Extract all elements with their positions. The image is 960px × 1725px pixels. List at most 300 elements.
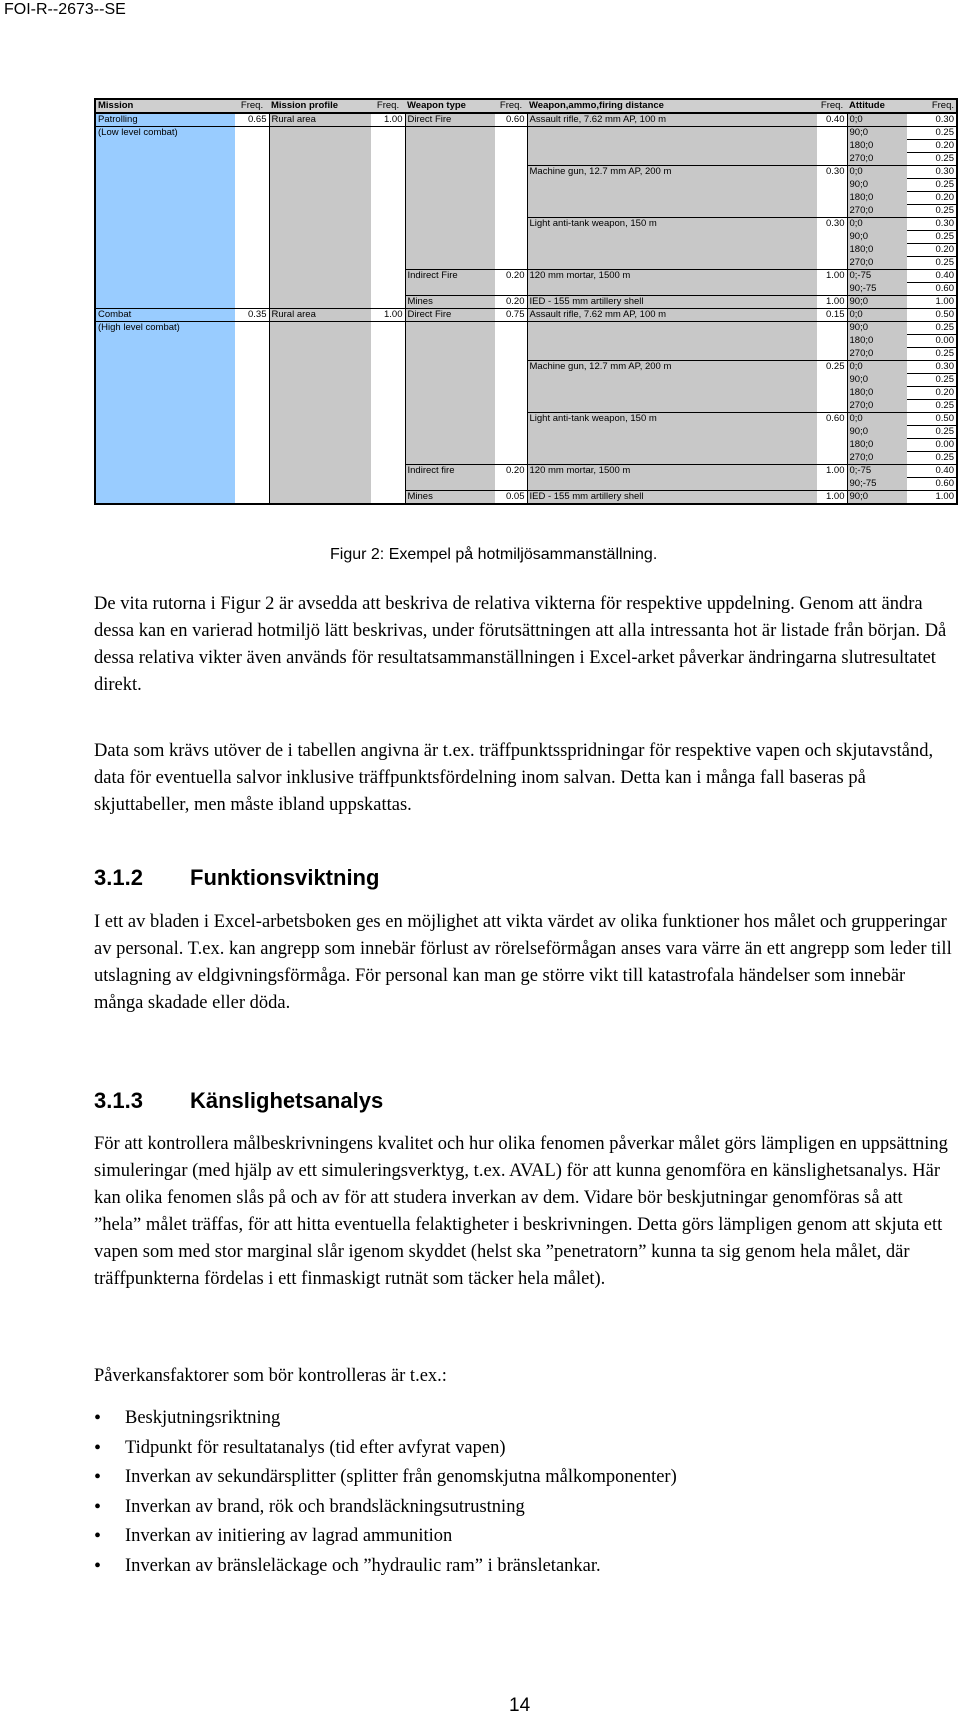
table-cell <box>405 413 495 426</box>
table-cell: 90;0 <box>847 296 907 309</box>
table-cell: 0.20 <box>495 296 527 309</box>
table-cell: Direct Fire <box>405 113 495 127</box>
list-item: • Inverkan av bränsleläckage och ”hydraulic ram” i bränsletankar. <box>94 1552 677 1582</box>
table-cell: 0.30 <box>907 113 957 127</box>
table-cell: 0.25 <box>817 361 847 374</box>
table-cell <box>371 491 405 505</box>
table-cell <box>269 361 371 374</box>
table-cell: 0;-75 <box>847 270 907 283</box>
table-cell: 0.25 <box>907 400 957 413</box>
table-cell: Assault rifle, 7.62 mm AP, 100 m <box>527 113 817 127</box>
table-cell: IED - 155 mm artillery shell <box>527 491 817 505</box>
table-cell <box>527 205 817 218</box>
table-cell <box>269 491 371 505</box>
table-cell <box>495 127 527 140</box>
section-heading <box>94 865 379 891</box>
table-cell: 1.00 <box>907 491 957 505</box>
table-cell <box>269 192 371 205</box>
table-cell <box>95 296 235 309</box>
table-cell: 0.75 <box>495 309 527 322</box>
table-cell: 180;0 <box>847 335 907 348</box>
table-cell <box>527 257 817 270</box>
table-cell <box>95 400 235 413</box>
table-cell: 0.05 <box>495 491 527 505</box>
table-cell <box>495 153 527 166</box>
list-item: • Inverkan av sekundärsplitter (splitter från genomskjutna målkomponenter) <box>94 1463 677 1493</box>
table-cell <box>495 192 527 205</box>
table-cell: 90;0 <box>847 231 907 244</box>
table-cell <box>817 348 847 361</box>
table-cell <box>371 387 405 400</box>
table-cell <box>371 478 405 491</box>
table-row <box>95 491 957 505</box>
section-title: Känslighetsanalys <box>190 1088 384 1113</box>
table-cell <box>95 348 235 361</box>
table-row <box>95 218 957 231</box>
table-cell <box>405 205 495 218</box>
table-cell <box>405 231 495 244</box>
table-cell: Machine gun, 12.7 mm AP, 200 m <box>527 166 817 179</box>
table-cell <box>95 218 235 231</box>
table-cell <box>269 413 371 426</box>
table-cell <box>235 192 269 205</box>
table-cell <box>235 140 269 153</box>
table-cell: 0.30 <box>817 218 847 231</box>
table-row <box>95 400 957 413</box>
table-cell: Indirect fire <box>405 465 495 478</box>
table-cell: 0.35 <box>235 309 269 322</box>
table-cell <box>371 413 405 426</box>
table-cell <box>371 361 405 374</box>
table-cell <box>269 387 371 400</box>
table-cell <box>495 322 527 335</box>
table-cell <box>371 348 405 361</box>
table-cell <box>235 361 269 374</box>
table-cell <box>817 439 847 452</box>
table-cell: 0.25 <box>907 452 957 465</box>
table-cell: 90;-75 <box>847 283 907 296</box>
table-cell <box>235 283 269 296</box>
table-cell <box>817 452 847 465</box>
table-cell: Assault rifle, 7.62 mm AP, 100 m <box>527 309 817 322</box>
table-cell: 0.30 <box>817 166 847 179</box>
table-cell <box>405 452 495 465</box>
table-cell: 0.30 <box>907 361 957 374</box>
table-cell <box>817 179 847 192</box>
table-cell <box>371 218 405 231</box>
table-cell <box>235 439 269 452</box>
table-cell <box>405 257 495 270</box>
table-cell <box>235 270 269 283</box>
table-row <box>95 465 957 478</box>
table-cell <box>527 322 817 335</box>
table-cell <box>817 322 847 335</box>
column-header: Freq. <box>817 99 847 113</box>
table-cell <box>95 452 235 465</box>
table-cell: 0;0 <box>847 218 907 231</box>
table-cell <box>235 452 269 465</box>
table-cell: 0;0 <box>847 309 907 322</box>
table-cell: 1.00 <box>371 113 405 127</box>
table-cell: 0.00 <box>907 439 957 452</box>
table-cell <box>235 491 269 505</box>
table-cell: 180;0 <box>847 387 907 400</box>
table-cell: 270;0 <box>847 257 907 270</box>
table-cell <box>95 205 235 218</box>
table-cell <box>95 140 235 153</box>
table-cell <box>527 387 817 400</box>
table-cell: 0.30 <box>907 218 957 231</box>
table-cell <box>527 179 817 192</box>
table-cell <box>269 140 371 153</box>
table-cell <box>817 244 847 257</box>
table-row <box>95 296 957 309</box>
table-cell <box>371 283 405 296</box>
table-cell <box>527 153 817 166</box>
column-header: Weapon,ammo,firing distance <box>527 99 817 113</box>
table-row <box>95 283 957 296</box>
table-cell <box>95 231 235 244</box>
table-cell: 0.30 <box>907 166 957 179</box>
table-cell <box>405 179 495 192</box>
list-item: • Beskjutningsriktning <box>94 1404 677 1434</box>
table-cell <box>235 322 269 335</box>
paragraph: För att kontrollera målbeskrivningens kvalitet och hur olika fenomen påverkar målet görs lämpligen en uppsättning simuleringar (med hjälp av ett simuleringsverktyg, t.ex. AVAL) för att kunna genomföra en känslighetsanalys. Här kan olika fenomen slås på och av för att studera inverkan av dem. Vidare bör beskjutningar genomföras så att ”hela” målet träffas, för att hitta eventuella felaktigheter i beskrivningen. Detta görs lämpligen genom att skjuta ett vapen som med stor marginal slår igenom skyddet (helst ska ”penetratorn” kunna ta sig genom hela målet, där träffpunkterna fördelas i ett finmaskigt rutnät som täcker hela målet). <box>94 1134 948 1289</box>
table-cell <box>817 231 847 244</box>
column-header: Mission <box>95 99 235 113</box>
table-cell <box>495 439 527 452</box>
table-cell <box>405 127 495 140</box>
table-cell <box>269 244 371 257</box>
column-header: Freq. <box>907 99 957 113</box>
table-cell <box>235 413 269 426</box>
table-cell <box>495 283 527 296</box>
table-cell <box>269 231 371 244</box>
table-cell: 90;-75 <box>847 478 907 491</box>
table-cell <box>269 218 371 231</box>
table-cell <box>235 296 269 309</box>
section-title: Funktionsviktning <box>190 865 380 890</box>
table-cell <box>495 413 527 426</box>
table-cell <box>269 400 371 413</box>
table-cell: 90;0 <box>847 179 907 192</box>
table-cell: 270;0 <box>847 153 907 166</box>
table-cell <box>405 361 495 374</box>
table-cell <box>405 374 495 387</box>
table-cell: 0.20 <box>907 244 957 257</box>
table-cell <box>95 270 235 283</box>
table-cell <box>95 478 235 491</box>
table-cell: (Low level combat) <box>95 127 235 140</box>
table-cell <box>527 348 817 361</box>
table-cell <box>235 244 269 257</box>
table-row <box>95 452 957 465</box>
table-cell: 90;0 <box>847 426 907 439</box>
table-cell <box>371 153 405 166</box>
section-heading <box>94 1088 383 1114</box>
table-row <box>95 270 957 283</box>
table-cell: 120 mm mortar, 1500 m <box>527 270 817 283</box>
table-cell <box>495 218 527 231</box>
section-number: 3.1.3 <box>94 1088 143 1113</box>
table-cell <box>527 127 817 140</box>
table-cell <box>527 244 817 257</box>
table-cell <box>527 231 817 244</box>
table-cell <box>269 322 371 335</box>
paragraph: De vita rutorna i Figur 2 är avsedda att beskriva de relativa vikterna för respektive uppdelning. Genom att ändra dessa kan en varierad hotmiljö lätt beskrivas, under förutsättningen att alla intressanta hot är listade från början. Då dessa relativa vikter även används för resultatsammanställningen i Excel-arket påverkar ändringarna slutresultatet direkt. <box>94 594 947 695</box>
table-cell <box>527 374 817 387</box>
table-cell <box>371 426 405 439</box>
table-cell <box>371 465 405 478</box>
table-cell <box>405 335 495 348</box>
table-cell <box>527 478 817 491</box>
table-cell: 0.50 <box>907 413 957 426</box>
table-cell <box>495 166 527 179</box>
table-cell <box>371 231 405 244</box>
table-cell: Rural area <box>269 113 371 127</box>
table-cell <box>95 335 235 348</box>
table-cell <box>95 179 235 192</box>
table-row <box>95 140 957 153</box>
table-cell <box>95 387 235 400</box>
table-cell <box>95 491 235 505</box>
table-cell <box>95 374 235 387</box>
table-cell: 1.00 <box>907 296 957 309</box>
table-cell <box>495 426 527 439</box>
table-cell <box>495 244 527 257</box>
table-cell <box>371 400 405 413</box>
table-cell <box>269 127 371 140</box>
table-cell <box>817 283 847 296</box>
table-cell <box>371 270 405 283</box>
table-cell <box>527 439 817 452</box>
table-cell <box>405 218 495 231</box>
page-number: 14 <box>509 1695 531 1716</box>
table-cell: 0.20 <box>907 387 957 400</box>
figure-caption: Figur 2: Exempel på hotmiljösammanställning. <box>330 546 658 563</box>
table-row <box>95 257 957 270</box>
table-cell <box>495 478 527 491</box>
table-cell <box>405 400 495 413</box>
table-cell: IED - 155 mm artillery shell <box>527 296 817 309</box>
table-cell <box>405 439 495 452</box>
table-cell: 0.20 <box>495 270 527 283</box>
table-cell <box>269 465 371 478</box>
table-cell <box>235 465 269 478</box>
table-cell: 1.00 <box>817 270 847 283</box>
table-cell <box>405 478 495 491</box>
column-header: Freq. <box>371 99 405 113</box>
table-cell <box>371 335 405 348</box>
table-cell: 0.60 <box>907 283 957 296</box>
table-cell <box>371 127 405 140</box>
table-cell <box>269 153 371 166</box>
table-cell: 0.25 <box>907 127 957 140</box>
table-cell <box>95 244 235 257</box>
table-cell: Direct Fire <box>405 309 495 322</box>
table-cell <box>95 426 235 439</box>
table-cell: 0.60 <box>817 413 847 426</box>
table-cell <box>527 283 817 296</box>
table-cell <box>817 426 847 439</box>
table-cell: 0.40 <box>817 113 847 127</box>
table-cell <box>269 270 371 283</box>
paragraph: I ett av bladen i Excel-arbetsboken ges en möjlighet att vikta värdet av olika funktioner hos målet och grupperingar av personal. T.ex. kan angrepp som innebär förlust av rörelseförmågan anses vara värre än ett angrepp som leder till utslagning av eldgivningsförmåga. För personal kan man ge större vikt till katastrofala händelser som innebär många skadade eller döda. <box>94 912 952 1013</box>
table-cell <box>495 257 527 270</box>
table-cell <box>495 387 527 400</box>
table-row <box>95 322 957 335</box>
table-cell: 0.00 <box>907 335 957 348</box>
threat-environment-table <box>94 98 956 505</box>
table-cell: 0;0 <box>847 166 907 179</box>
table-header-row <box>95 99 957 113</box>
table-row <box>95 348 957 361</box>
table-cell: 0.25 <box>907 179 957 192</box>
table-cell <box>495 361 527 374</box>
table-cell <box>371 140 405 153</box>
table-cell <box>817 192 847 205</box>
table-cell: Rural area <box>269 309 371 322</box>
table-cell <box>235 166 269 179</box>
table-cell <box>405 166 495 179</box>
table-cell: 1.00 <box>371 309 405 322</box>
table-row <box>95 179 957 192</box>
table-cell <box>269 478 371 491</box>
table-cell <box>269 283 371 296</box>
table-cell: Light anti-tank weapon, 150 m <box>527 413 817 426</box>
table-cell <box>495 348 527 361</box>
table-cell <box>817 205 847 218</box>
table-cell <box>817 335 847 348</box>
table-cell: Combat <box>95 309 235 322</box>
table-cell: 0.25 <box>907 374 957 387</box>
table-cell <box>405 140 495 153</box>
table-cell: 120 mm mortar, 1500 m <box>527 465 817 478</box>
table-cell: Machine gun, 12.7 mm AP, 200 m <box>527 361 817 374</box>
table-cell: 0.40 <box>907 270 957 283</box>
table-cell <box>371 322 405 335</box>
table-cell <box>235 335 269 348</box>
table-row <box>95 231 957 244</box>
table-row <box>95 439 957 452</box>
table-cell <box>495 374 527 387</box>
section-number: 3.1.2 <box>94 865 143 890</box>
table-row <box>95 335 957 348</box>
table-cell: 0.25 <box>907 231 957 244</box>
bullet-list <box>94 1404 677 1581</box>
table-cell <box>405 244 495 257</box>
table-row <box>95 166 957 179</box>
table-cell <box>817 140 847 153</box>
table-cell: 0.60 <box>907 478 957 491</box>
table-cell: 90;0 <box>847 322 907 335</box>
table-cell <box>817 387 847 400</box>
table-cell <box>235 231 269 244</box>
table-cell <box>269 374 371 387</box>
table-cell <box>405 426 495 439</box>
table-cell: 0;0 <box>847 361 907 374</box>
table-cell <box>269 426 371 439</box>
table-cell: 180;0 <box>847 192 907 205</box>
table-cell <box>495 452 527 465</box>
table-cell <box>405 153 495 166</box>
table-cell <box>269 166 371 179</box>
table-cell <box>269 179 371 192</box>
table-cell <box>95 257 235 270</box>
table-cell <box>405 348 495 361</box>
list-item: • Inverkan av initiering av lagrad ammunition <box>94 1522 677 1552</box>
table-row <box>95 309 957 322</box>
table-row <box>95 153 957 166</box>
table-row <box>95 192 957 205</box>
table-cell <box>405 387 495 400</box>
table-cell <box>371 179 405 192</box>
table-cell <box>495 140 527 153</box>
table-cell <box>371 205 405 218</box>
table-cell: 1.00 <box>817 465 847 478</box>
table-cell: 90;0 <box>847 491 907 505</box>
paragraph: Påverkansfaktorer som bör kontrolleras är t.ex.: <box>94 1366 447 1386</box>
table-cell: 1.00 <box>817 296 847 309</box>
table-cell <box>95 166 235 179</box>
table-cell <box>269 452 371 465</box>
column-header: Freq. <box>495 99 527 113</box>
table-cell: 180;0 <box>847 140 907 153</box>
table-cell <box>235 374 269 387</box>
table-cell <box>235 257 269 270</box>
table-cell <box>269 335 371 348</box>
table-row <box>95 478 957 491</box>
table-cell <box>269 296 371 309</box>
table-cell <box>495 231 527 244</box>
table-cell <box>235 218 269 231</box>
table-cell: 0.20 <box>495 465 527 478</box>
table-cell: 0;-75 <box>847 465 907 478</box>
table-cell <box>817 478 847 491</box>
table-cell <box>235 153 269 166</box>
table-cell <box>235 400 269 413</box>
table-cell: 0.25 <box>907 205 957 218</box>
table-cell: 0.40 <box>907 465 957 478</box>
paragraph: Data som krävs utöver de i tabellen angivna är t.ex. träffpunktsspridningar för respektive vapen och skjutavstånd, data för eventuella salvor inklusive träffpunktsfördelning inom salvan. Detta kan i många fall baseras på skjuttabeller, men måste ibland uppskattas. <box>94 741 934 815</box>
table-cell <box>371 296 405 309</box>
table-cell: 0.25 <box>907 153 957 166</box>
table-cell <box>371 244 405 257</box>
table-cell: Patrolling <box>95 113 235 127</box>
table-cell <box>95 192 235 205</box>
table-cell <box>405 283 495 296</box>
table-cell <box>371 374 405 387</box>
table-cell <box>95 283 235 296</box>
table-row <box>95 205 957 218</box>
table-cell <box>269 205 371 218</box>
table-cell: 90;0 <box>847 374 907 387</box>
table-cell: 270;0 <box>847 400 907 413</box>
table-cell: 0.15 <box>817 309 847 322</box>
table-cell <box>527 426 817 439</box>
table-cell <box>527 335 817 348</box>
table-row <box>95 361 957 374</box>
table-cell <box>495 400 527 413</box>
table-cell <box>817 374 847 387</box>
table-cell <box>235 478 269 491</box>
table-cell: 90;0 <box>847 127 907 140</box>
table-cell: 270;0 <box>847 452 907 465</box>
table-cell: 270;0 <box>847 348 907 361</box>
table-cell <box>269 257 371 270</box>
table-cell <box>817 153 847 166</box>
table-row <box>95 426 957 439</box>
